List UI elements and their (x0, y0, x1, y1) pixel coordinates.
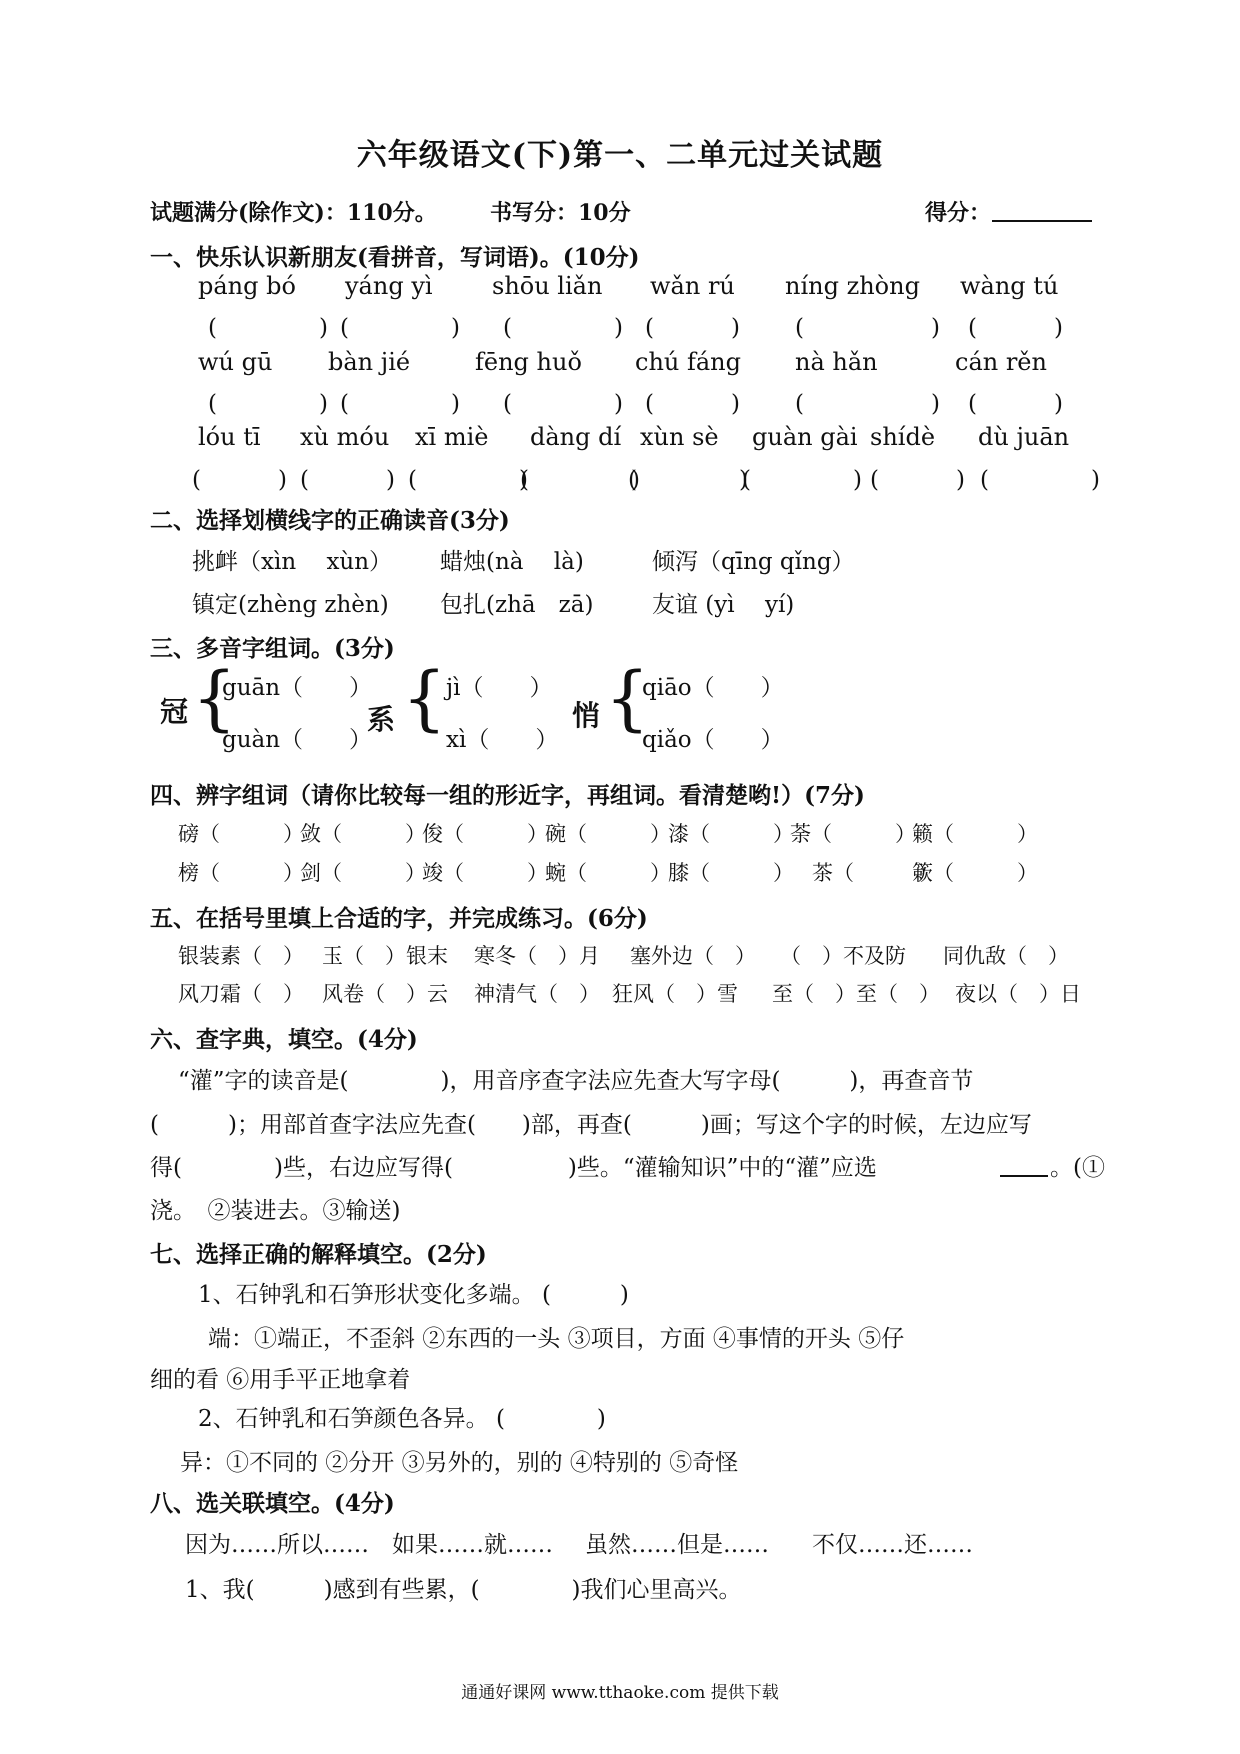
explanation-options: 端：①端正，不歪斜 ②东西的一头 ③项目，方面 ④事情的开头 ⑤仔 (208, 1326, 905, 1352)
answer-bracket[interactable]: ( ) (980, 467, 1102, 493)
idiom-blank[interactable]: （ ）不及防 (780, 944, 906, 968)
answer-bracket[interactable]: ( ) (645, 391, 742, 417)
answer-bracket[interactable]: ( ) (520, 467, 642, 493)
idiom-blank[interactable]: 玉（ ）银末 (322, 944, 448, 968)
pinyin-item: xī miè (415, 423, 489, 451)
footer-credit: 通通好课网 www.tthaoke.com 提供下载 (461, 1683, 779, 1703)
section-5-heading: 五、在括号里填上合适的字，并完成练习。(6分) (150, 905, 648, 932)
idiom-blank[interactable]: 狂风（ ）雪 (612, 982, 738, 1006)
answer-bracket[interactable]: ( ) (645, 315, 742, 341)
answer-bracket[interactable]: ( ) (340, 391, 462, 417)
pinyin-item: lóu tī (198, 423, 261, 451)
polyphone-word[interactable]: qiǎo（ ） (642, 727, 784, 753)
writing-score-text: 书写分：10分 (490, 200, 631, 226)
pinyin-item: chú fáng (635, 348, 741, 376)
idiom-blank[interactable]: 夜以（ ）日 (955, 982, 1081, 1006)
answer-bracket[interactable]: ( ) (340, 315, 462, 341)
conjunction-option: 不仅……还…… (812, 1532, 973, 1558)
pinyin-item: xùn sè (640, 423, 719, 451)
answer-bracket[interactable]: ( ) (795, 315, 942, 341)
choice-answer-blank[interactable] (1000, 1149, 1048, 1177)
idiom-blank[interactable]: 神清气（ ） (474, 982, 600, 1006)
explanation-options: 细的看 ⑥用手平正地拿着 (150, 1367, 411, 1393)
answer-bracket[interactable]: ( ) (208, 391, 330, 417)
answer-bracket[interactable]: ( ) (795, 391, 942, 417)
polyphone-word[interactable]: qiāo（ ） (642, 675, 784, 701)
score-blank[interactable] (992, 196, 1092, 222)
similar-char[interactable]: 茶（ ） (812, 861, 938, 885)
answer-bracket[interactable]: ( ) (300, 467, 397, 493)
page-title: 六年级语文(下)第一、二单元过关试题 (356, 138, 884, 173)
polyphone-char: 冠 (160, 695, 189, 728)
pinyin-item: wú gū (198, 348, 273, 376)
full-score-text: 试题满分(除作文)：110分。 (150, 200, 437, 226)
similar-char[interactable]: 碗（ ） (545, 822, 671, 846)
brace-icon: { (192, 657, 237, 739)
pinyin-item: fēng huǒ (475, 348, 582, 376)
dictionary-question-line[interactable]: “灌”字的读音是( )，用音序查字法应先查大写字母( )，再查音节 (178, 1068, 974, 1094)
pinyin-item: wàng tú (960, 272, 1059, 300)
similar-char[interactable]: 敛（ ） (300, 822, 426, 846)
section-8-heading: 八、选关联填空。(4分) (150, 1490, 395, 1517)
similar-char[interactable]: 竣（ ） (422, 861, 548, 885)
answer-bracket[interactable]: ( ) (968, 391, 1065, 417)
answer-bracket[interactable]: ( ) (408, 467, 530, 493)
similar-char[interactable]: 漆（ ） (668, 822, 794, 846)
pinyin-item: níng zhòng (785, 272, 920, 300)
pinyin-item: páng bó (198, 272, 296, 300)
pinyin-item: bàn jié (328, 348, 411, 376)
section-4-heading: 四、辨字组词（请你比较每一组的形近字，再组词。看清楚哟!）(7分) (150, 782, 865, 809)
pinyin-item: nà hǎn (795, 348, 878, 376)
similar-char[interactable]: 剑（ ） (300, 861, 426, 885)
answer-bracket[interactable]: ( ) (870, 467, 967, 493)
answer-bracket[interactable]: ( ) (503, 391, 625, 417)
conjunction-option: 虽然……但是…… (585, 1532, 769, 1558)
reading-choice[interactable]: 包扎(zhā zā) (440, 592, 594, 618)
answer-bracket[interactable]: ( ) (742, 467, 864, 493)
similar-char[interactable]: 蜿（ ） (545, 861, 671, 885)
section-6-heading: 六、查字典，填空。(4分) (150, 1026, 418, 1053)
idiom-blank[interactable]: 塞外边（ ） (630, 944, 756, 968)
pinyin-item: dù juān (978, 423, 1070, 451)
reading-choice[interactable]: 挑衅（xìn xùn） (192, 549, 393, 575)
similar-char[interactable]: 籁（ ） (912, 822, 1038, 846)
answer-bracket[interactable]: ( ) (192, 467, 289, 493)
reading-choice[interactable]: 蜡烛(nà là) (440, 549, 584, 575)
answer-bracket[interactable]: ( ) (628, 467, 750, 493)
dictionary-question-line: 浇。 ②装进去。③输送) (150, 1198, 401, 1224)
polyphone-word[interactable]: guān（ ） (222, 675, 373, 701)
score-label: 得分： (925, 200, 992, 226)
pinyin-item: shídè (870, 423, 936, 451)
pinyin-item: cán rěn (955, 348, 1047, 376)
similar-char[interactable]: 膝（ ） (668, 861, 794, 885)
pinyin-item: guàn gài (752, 423, 858, 451)
idiom-blank[interactable]: 寒冬（ ）月 (474, 944, 600, 968)
pinyin-item: shōu liǎn (492, 272, 603, 300)
polyphone-char: 悄 (572, 699, 601, 732)
explanation-question[interactable]: 2、石钟乳和石笋颜色各异。 ( ) (198, 1406, 606, 1432)
brace-icon: { (402, 657, 447, 739)
dictionary-question-line: 。(① (1050, 1155, 1105, 1181)
pinyin-item: yáng yì (345, 272, 433, 300)
polyphone-char: 系 (367, 703, 396, 736)
similar-char[interactable]: 榜（ ） (178, 861, 304, 885)
polyphone-word[interactable]: guàn（ ） (222, 727, 373, 753)
conjunction-question[interactable]: 1、我( )感到有些累，( )我们心里高兴。 (185, 1577, 742, 1603)
pinyin-item: wǎn rú (650, 272, 735, 300)
similar-char[interactable]: 磅（ ） (178, 822, 304, 846)
section-7-heading: 七、选择正确的解释填空。(2分) (150, 1241, 487, 1268)
answer-bracket[interactable]: ( ) (208, 315, 330, 341)
idiom-blank[interactable]: 至（ ）至（ ） (772, 982, 940, 1006)
explanation-options: 异：①不同的 ②分开 ③另外的，别的 ④特别的 ⑤奇怪 (180, 1450, 739, 1476)
idiom-blank[interactable]: 风刀霜（ ） (178, 982, 304, 1006)
similar-char[interactable]: 簌（ ） (912, 861, 1038, 885)
brace-icon: { (605, 657, 650, 739)
similar-char[interactable]: 俊（ ） (422, 822, 548, 846)
dictionary-question-line[interactable]: 得( )些，右边应写得( )些。“灌输知识”中的“灌”应选 (150, 1155, 877, 1181)
reading-choice[interactable]: 镇定(zhèng zhèn) (192, 592, 389, 618)
pinyin-item: xù móu (300, 423, 390, 451)
idiom-blank[interactable]: 银装素（ ） (178, 944, 304, 968)
reading-choice[interactable]: 友谊 (yì yí) (652, 592, 795, 618)
answer-bracket[interactable]: ( ) (968, 315, 1065, 341)
reading-choice[interactable]: 倾泻（qīng qǐng） (652, 549, 855, 575)
explanation-question[interactable]: 1、石钟乳和石笋形状变化多端。 ( ) (198, 1282, 629, 1308)
section-1-heading: 一、快乐认识新朋友(看拼音，写词语)。(10分) (150, 244, 640, 271)
polyphone-word[interactable]: jì（ ） (446, 675, 553, 701)
polyphone-word[interactable]: xì（ ） (446, 727, 559, 753)
dictionary-question-line[interactable]: ( )；用部首查字法应先查( )部，再查( )画；写这个字的时候，左边应写 (150, 1112, 1032, 1138)
idiom-blank[interactable]: 风卷（ ）云 (322, 982, 448, 1006)
conjunction-option: 因为……所以…… (185, 1532, 369, 1558)
conjunction-option: 如果……就…… (392, 1532, 553, 1558)
idiom-blank[interactable]: 同仇敌（ ） (943, 944, 1069, 968)
pinyin-item: dàng dí (530, 423, 622, 451)
section-3-heading: 三、多音字组词。(3分) (150, 635, 395, 662)
answer-bracket[interactable]: ( ) (503, 315, 625, 341)
similar-char[interactable]: 荼（ ） (790, 822, 916, 846)
section-2-heading: 二、选择划横线字的正确读音(3分) (150, 507, 510, 534)
